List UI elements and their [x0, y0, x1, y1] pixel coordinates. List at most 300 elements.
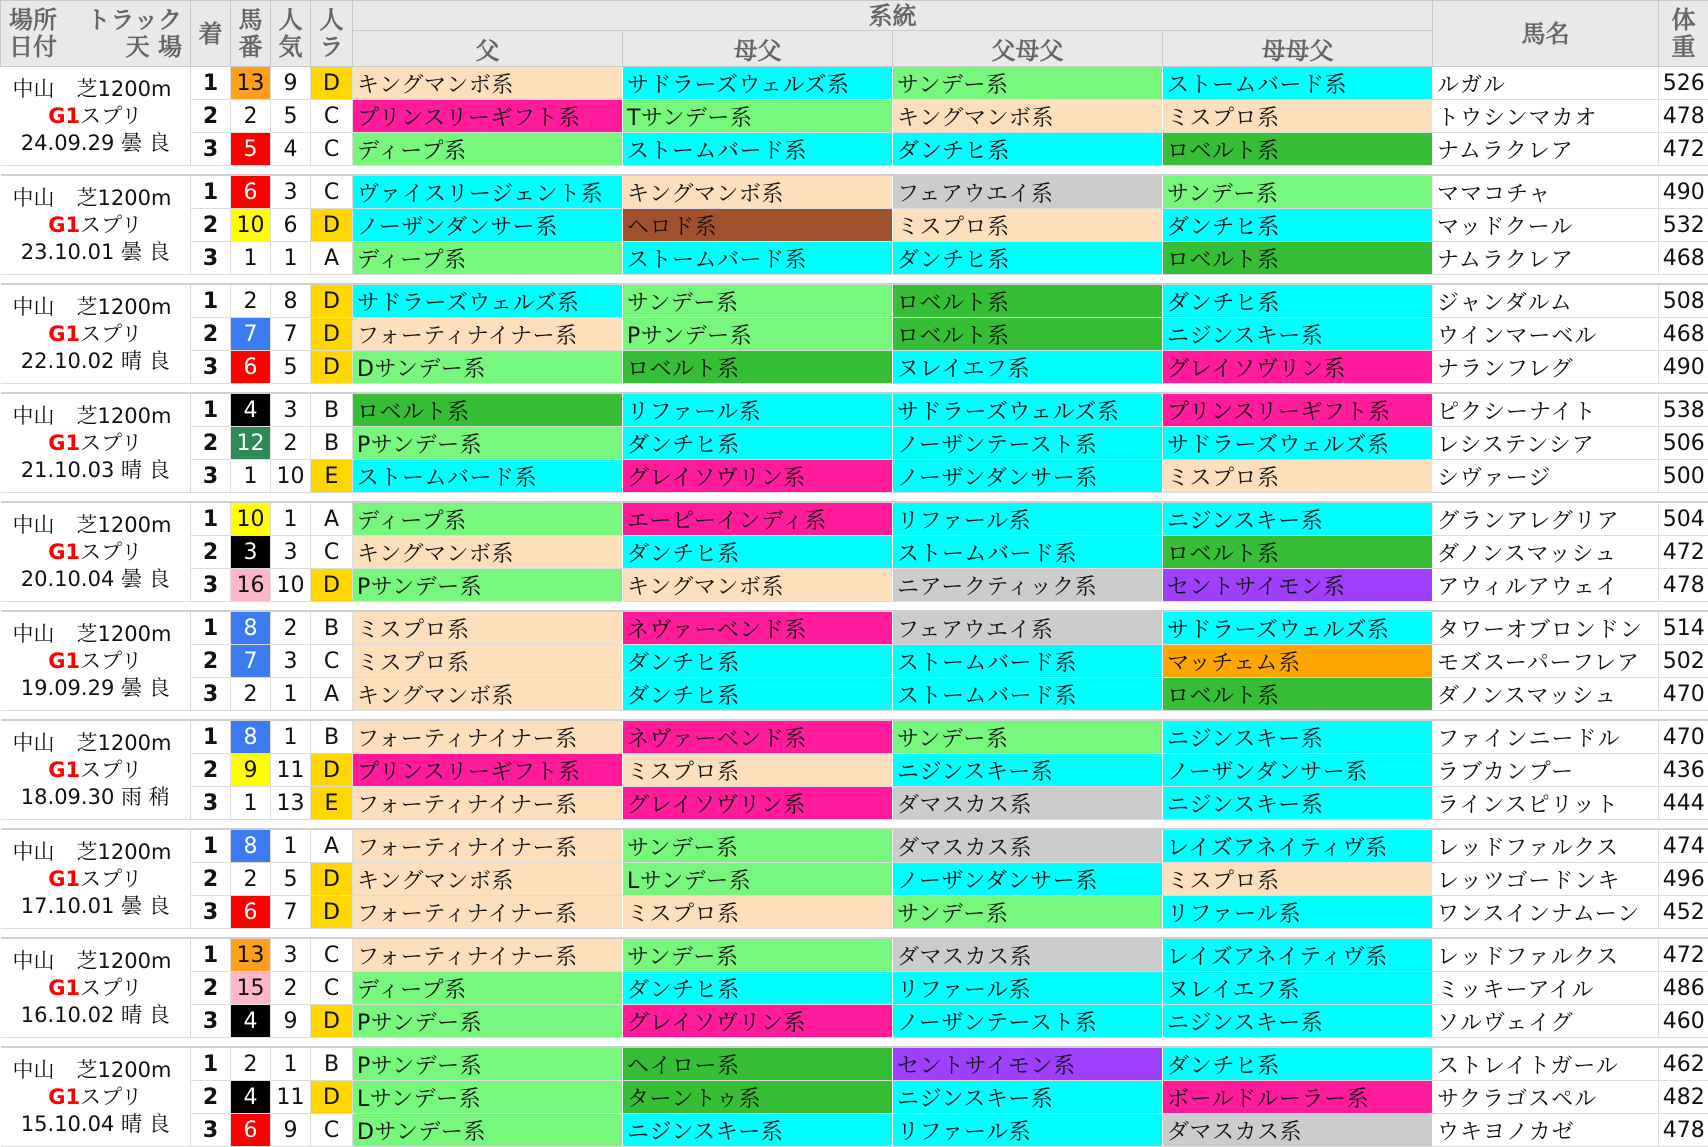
track: 芝1200m [77, 1058, 172, 1082]
venue: 中山 [13, 186, 55, 210]
popularity-rank: D [311, 754, 353, 787]
track: 芝1200m [77, 186, 172, 210]
sire-cell: ノーザンダンサー系 [353, 209, 623, 242]
popularity-rank: A [311, 242, 353, 275]
popularity-rank: E [311, 460, 353, 493]
dam-sire-cell: グレイソヴリン系 [623, 1005, 893, 1038]
table-row [1, 972, 1708, 1005]
dam-sire-cell: ダンチヒ系 [623, 645, 893, 678]
sire-cell: Lサンデー系 [353, 1081, 623, 1114]
dam-sire-cell: サドラーズウェルズ系 [623, 67, 893, 100]
body-weight: 532 [1659, 209, 1708, 242]
sire-cell: Pサンデー系 [353, 569, 623, 602]
venue: 中山 [13, 840, 55, 864]
sire-cell: フォーティナイナー系 [353, 787, 623, 820]
body-weight: 508 [1659, 284, 1708, 318]
gate-number: 5 [231, 133, 271, 166]
body-weight: 468 [1659, 242, 1708, 275]
sire-cell: Pサンデー系 [353, 1047, 623, 1081]
dam-sire-cell: サンデー系 [623, 829, 893, 863]
table-row [1, 678, 1708, 711]
gate-number: 4 [231, 1005, 271, 1038]
table-row [1, 460, 1708, 493]
dam-sire-cell: キングマンボ系 [623, 175, 893, 209]
grade: G1 [48, 1085, 80, 1109]
gate-number: 6 [231, 175, 271, 209]
grade: G1 [48, 867, 80, 891]
table-row [1, 787, 1708, 820]
popularity: 9 [271, 1114, 311, 1147]
dam-dam-sire-cell: ロベルト系 [1163, 678, 1433, 711]
gate-number: 16 [231, 569, 271, 602]
finish-position: 3 [191, 460, 231, 493]
dam-dam-sire-cell: レイズアネイティヴ系 [1163, 829, 1433, 863]
finish-position: 1 [191, 67, 231, 100]
popularity-rank: D [311, 351, 353, 384]
lineage-header: 系統 [353, 1, 1433, 31]
dam-sire-cell: ダンチヒ系 [623, 427, 893, 460]
sire-dam-sire-cell: リファール系 [893, 502, 1163, 536]
dam-dam-sire-cell: プリンスリーギフト系 [1163, 393, 1433, 427]
popularity-rank: A [311, 678, 353, 711]
table-row [1, 242, 1708, 275]
body-weight: 506 [1659, 427, 1708, 460]
sire-cell: フォーティナイナー系 [353, 318, 623, 351]
sire-dam-sire-cell: キングマンボ系 [893, 100, 1163, 133]
body-weight: 472 [1659, 133, 1708, 166]
race-separator [1, 166, 1708, 176]
dam-dam-sire-cell: ミスプロ系 [1163, 100, 1433, 133]
table-row [1, 393, 1708, 427]
dam-sire-cell: ニジンスキー系 [623, 1114, 893, 1147]
gate-number: 6 [231, 351, 271, 384]
gate-number: 8 [231, 829, 271, 863]
dam-dam-sire-cell: サドラーズウェルズ系 [1163, 611, 1433, 645]
horse-name: ストレイトガール [1433, 1047, 1659, 1081]
body-weight: 478 [1659, 100, 1708, 133]
popularity: 3 [271, 175, 311, 209]
race-name: スプリ [80, 213, 142, 237]
body-weight: 452 [1659, 896, 1708, 929]
race-name: スプリ [80, 431, 142, 455]
gate-number: 3 [231, 536, 271, 569]
table-row [1, 318, 1708, 351]
table-row [1, 1114, 1708, 1147]
sire-cell: プリンスリーギフト系 [353, 754, 623, 787]
grade: G1 [48, 104, 80, 128]
horse-name: ウキヨノカゼ [1433, 1114, 1659, 1147]
horse-name: レッドファルクス [1433, 938, 1659, 972]
popularity-rank: D [311, 1005, 353, 1038]
race-separator [1, 602, 1708, 612]
dam-dam-sire-header: 母母父 [1163, 31, 1433, 67]
race-name: スプリ [80, 649, 142, 673]
popularity: 5 [271, 351, 311, 384]
popularity-rank: C [311, 972, 353, 1005]
ground: 良 [149, 676, 170, 700]
popularity-rank: D [311, 318, 353, 351]
sire-dam-sire-cell: リファール系 [893, 1114, 1163, 1147]
finish-position: 2 [191, 972, 231, 1005]
gate-number: 10 [231, 209, 271, 242]
body-weight: 468 [1659, 318, 1708, 351]
popularity-rank: C [311, 100, 353, 133]
sire-cell: Dサンデー系 [353, 351, 623, 384]
popularity-rank: D [311, 209, 353, 242]
sire-dam-sire-cell: ロベルト系 [893, 284, 1163, 318]
horse-name: ダノンスマッシュ [1433, 678, 1659, 711]
finish-position: 3 [191, 351, 231, 384]
finish-position: 3 [191, 678, 231, 711]
body-weight: 526 [1659, 67, 1708, 100]
table-row [1, 896, 1708, 929]
horse-name: ラブカンプー [1433, 754, 1659, 787]
horse-name: ジャンダルム [1433, 284, 1659, 318]
table-row [1, 100, 1708, 133]
popularity: 9 [271, 1005, 311, 1038]
dam-sire-cell: Pサンデー系 [623, 318, 893, 351]
gate-number: 6 [231, 896, 271, 929]
popularity: 2 [271, 427, 311, 460]
horse-name: タワーオブロンドン [1433, 611, 1659, 645]
race-name: スプリ [80, 1085, 142, 1109]
dam-sire-cell: ダンチヒ系 [623, 536, 893, 569]
gate-number: 4 [231, 393, 271, 427]
table-row [1, 569, 1708, 602]
dam-sire-cell: ダンチヒ系 [623, 972, 893, 1005]
finish-position: 3 [191, 1005, 231, 1038]
body-weight: 482 [1659, 1081, 1708, 1114]
dam-sire-cell: ストームバード系 [623, 242, 893, 275]
sire-dam-sire-cell: ロベルト系 [893, 318, 1163, 351]
table-row [1, 351, 1708, 384]
gate-number: 4 [231, 1081, 271, 1114]
weight-header: 体 重 [1659, 1, 1708, 67]
horse-name: ママコチャ [1433, 175, 1659, 209]
sire-cell: キングマンボ系 [353, 863, 623, 896]
sire-dam-sire-cell: ノーザンテースト系 [893, 427, 1163, 460]
gate-number: 8 [231, 720, 271, 754]
race-info [1, 175, 191, 275]
track: 芝1200m [77, 513, 172, 537]
sire-dam-sire-cell: ノーザンダンサー系 [893, 460, 1163, 493]
rank-header: 人 ラ [311, 1, 353, 67]
sire-dam-sire-cell: ストームバード系 [893, 678, 1163, 711]
race-date: 19.09.29 [21, 676, 115, 700]
popularity: 9 [271, 67, 311, 100]
popularity: 6 [271, 209, 311, 242]
horse-name: レシステンシア [1433, 427, 1659, 460]
popularity: 1 [271, 242, 311, 275]
popularity-rank: D [311, 863, 353, 896]
sire-dam-sire-cell: ニジンスキー系 [893, 754, 1163, 787]
horse-name: ダノンスマッシュ [1433, 536, 1659, 569]
gate-number: 2 [231, 678, 271, 711]
grade: G1 [48, 758, 80, 782]
table-row [1, 427, 1708, 460]
race-name: スプリ [80, 867, 142, 891]
venue: 中山 [13, 513, 55, 537]
body-weight: 514 [1659, 611, 1708, 645]
sire-dam-sire-cell: サドラーズウェルズ系 [893, 393, 1163, 427]
popularity: 7 [271, 318, 311, 351]
horse-name: アウィルアウェイ [1433, 569, 1659, 602]
body-weight: 490 [1659, 175, 1708, 209]
weather: 晴 [121, 349, 142, 373]
sire-cell: プリンスリーギフト系 [353, 100, 623, 133]
race-date: 22.10.02 [21, 349, 115, 373]
body-weight: 496 [1659, 863, 1708, 896]
table-row [1, 754, 1708, 787]
dam-dam-sire-cell: セントサイモン系 [1163, 569, 1433, 602]
body-weight: 538 [1659, 393, 1708, 427]
finish-position: 2 [191, 100, 231, 133]
sire-dam-sire-cell: ストームバード系 [893, 645, 1163, 678]
horse-name: トウシンマカオ [1433, 100, 1659, 133]
sire-cell: ヴァイスリージェント系 [353, 175, 623, 209]
venue: 中山 [13, 77, 55, 101]
sire-cell: フォーティナイナー系 [353, 938, 623, 972]
dam-sire-cell: サンデー系 [623, 284, 893, 318]
finish-position: 2 [191, 427, 231, 460]
horse-name: ソルヴェイグ [1433, 1005, 1659, 1038]
race-separator [1, 929, 1708, 939]
race-info [1, 284, 191, 384]
race-info [1, 611, 191, 711]
gate-number: 1 [231, 787, 271, 820]
popularity: 3 [271, 536, 311, 569]
popularity: 1 [271, 678, 311, 711]
popularity: 4 [271, 133, 311, 166]
popularity-rank: A [311, 829, 353, 863]
horse-name: ピクシーナイト [1433, 393, 1659, 427]
dam-dam-sire-cell: ヌレイエフ系 [1163, 972, 1433, 1005]
body-weight: 474 [1659, 829, 1708, 863]
dam-dam-sire-cell: ニジンスキー系 [1163, 787, 1433, 820]
gate-number: 1 [231, 460, 271, 493]
gate-number: 10 [231, 502, 271, 536]
horse-name: ルガル [1433, 67, 1659, 100]
table-row [1, 67, 1708, 100]
dam-sire-cell: キングマンボ系 [623, 569, 893, 602]
race-info [1, 393, 191, 493]
ground: 良 [149, 240, 170, 264]
popularity-rank: C [311, 133, 353, 166]
body-weight: 472 [1659, 938, 1708, 972]
sire-cell: ディープ系 [353, 502, 623, 536]
grade: G1 [48, 649, 80, 673]
body-weight: 486 [1659, 972, 1708, 1005]
sire-cell: ロベルト系 [353, 393, 623, 427]
track: 芝1200m [77, 622, 172, 646]
dam-sire-cell: ストームバード系 [623, 133, 893, 166]
race-date: 15.10.04 [21, 1112, 115, 1136]
race-date: 18.09.30 [21, 785, 115, 809]
body-weight: 436 [1659, 754, 1708, 787]
popularity-rank: A [311, 502, 353, 536]
gate-number: 7 [231, 318, 271, 351]
sire-cell: Pサンデー系 [353, 427, 623, 460]
horse-name: グランアレグリア [1433, 502, 1659, 536]
dam-dam-sire-cell: ロベルト系 [1163, 133, 1433, 166]
dam-dam-sire-cell: ニジンスキー系 [1163, 318, 1433, 351]
sire-dam-sire-header: 父母父 [893, 31, 1163, 67]
track: 芝1200m [77, 731, 172, 755]
sire-cell: ミスプロ系 [353, 645, 623, 678]
venue: 中山 [13, 949, 55, 973]
finish-header: 着 [191, 1, 231, 67]
sire-dam-sire-cell: サンデー系 [893, 896, 1163, 929]
sire-cell: サドラーズウェルズ系 [353, 284, 623, 318]
sire-cell: フォーティナイナー系 [353, 720, 623, 754]
gate-number: 1 [231, 242, 271, 275]
finish-position: 3 [191, 896, 231, 929]
dam-dam-sire-cell: ボールドルーラー系 [1163, 1081, 1433, 1114]
race-info [1, 829, 191, 929]
race-name: スプリ [80, 540, 142, 564]
horse-name: ミッキーアイル [1433, 972, 1659, 1005]
table-row [1, 611, 1708, 645]
ground: 良 [149, 1112, 170, 1136]
table-row [1, 1047, 1708, 1081]
dam-sire-cell: グレイソヴリン系 [623, 787, 893, 820]
ground: 良 [149, 131, 170, 155]
popularity-rank: E [311, 787, 353, 820]
body-weight: 460 [1659, 1005, 1708, 1038]
dam-dam-sire-cell: ダンチヒ系 [1163, 284, 1433, 318]
dam-dam-sire-cell: ミスプロ系 [1163, 460, 1433, 493]
sire-dam-sire-cell: リファール系 [893, 972, 1163, 1005]
dam-sire-cell: ミスプロ系 [623, 754, 893, 787]
popularity: 7 [271, 896, 311, 929]
table-row [1, 645, 1708, 678]
dam-sire-cell: エーピーインディ系 [623, 502, 893, 536]
finish-position: 1 [191, 720, 231, 754]
finish-position: 2 [191, 645, 231, 678]
sire-dam-sire-cell: ダンチヒ系 [893, 242, 1163, 275]
race-name: スプリ [80, 104, 142, 128]
sire-cell: キングマンボ系 [353, 67, 623, 100]
dam-dam-sire-cell: ニジンスキー系 [1163, 720, 1433, 754]
popularity: 5 [271, 100, 311, 133]
venue: 中山 [13, 622, 55, 646]
dam-dam-sire-cell: サドラーズウェルズ系 [1163, 427, 1433, 460]
finish-position: 1 [191, 502, 231, 536]
dam-dam-sire-cell: ストームバード系 [1163, 67, 1433, 100]
popularity: 3 [271, 645, 311, 678]
finish-position: 2 [191, 863, 231, 896]
ground: 良 [149, 1003, 170, 1027]
sire-cell: ディープ系 [353, 972, 623, 1005]
sire-dam-sire-cell: ダンチヒ系 [893, 133, 1163, 166]
gate-number: 2 [231, 100, 271, 133]
body-weight: 470 [1659, 720, 1708, 754]
track: 芝1200m [77, 404, 172, 428]
ground: 良 [149, 458, 170, 482]
horse-name: ナムラクレア [1433, 242, 1659, 275]
venue-date-header [1, 1, 191, 67]
race-separator [1, 275, 1708, 285]
popularity: 3 [271, 938, 311, 972]
sire-dam-sire-cell: ミスプロ系 [893, 209, 1163, 242]
grade: G1 [48, 976, 80, 1000]
venue-label: 場所 [9, 7, 57, 34]
ground: 良 [149, 567, 170, 591]
sire-dam-sire-cell: セントサイモン系 [893, 1047, 1163, 1081]
sire-dam-sire-cell: サンデー系 [893, 720, 1163, 754]
dam-sire-cell: ターントゥ系 [623, 1081, 893, 1114]
finish-position: 1 [191, 611, 231, 645]
sire-cell: Dサンデー系 [353, 1114, 623, 1147]
table-row [1, 938, 1708, 972]
dam-sire-cell: ネヴァーベンド系 [623, 720, 893, 754]
body-weight: 502 [1659, 645, 1708, 678]
gate-number: 13 [231, 67, 271, 100]
track: 芝1200m [77, 840, 172, 864]
popularity-rank: C [311, 175, 353, 209]
sire-cell: フォーティナイナー系 [353, 896, 623, 929]
sire-dam-sire-cell: フェアウエイ系 [893, 175, 1163, 209]
dam-dam-sire-cell: ノーザンダンサー系 [1163, 754, 1433, 787]
finish-position: 2 [191, 754, 231, 787]
dam-sire-cell: リファール系 [623, 393, 893, 427]
ground: 稍 [149, 785, 170, 809]
track: 芝1200m [77, 949, 172, 973]
horse-name: ワンスインナムーン [1433, 896, 1659, 929]
popularity-rank: D [311, 1081, 353, 1114]
sire-dam-sire-cell: ニジンスキー系 [893, 1081, 1163, 1114]
finish-position: 1 [191, 284, 231, 318]
popularity: 5 [271, 863, 311, 896]
venue: 中山 [13, 1058, 55, 1082]
venue: 中山 [13, 404, 55, 428]
weather: 雨 [121, 785, 142, 809]
gate-number: 9 [231, 754, 271, 787]
race-date: 16.10.02 [21, 1003, 115, 1027]
popularity-rank: C [311, 938, 353, 972]
gate-number: 8 [231, 611, 271, 645]
gate-number: 15 [231, 972, 271, 1005]
finish-position: 1 [191, 938, 231, 972]
popularity: 1 [271, 1047, 311, 1081]
sire-cell: キングマンボ系 [353, 678, 623, 711]
table-row [1, 284, 1708, 318]
table-row [1, 829, 1708, 863]
track-label: トラック [86, 7, 182, 34]
finish-position: 3 [191, 242, 231, 275]
sire-dam-sire-cell: ダマスカス系 [893, 787, 1163, 820]
gate-number: 2 [231, 863, 271, 896]
horse-name: ラインスピリット [1433, 787, 1659, 820]
horse-name: シヴァージ [1433, 460, 1659, 493]
date-label: 日付 [9, 34, 57, 61]
sire-cell: ディープ系 [353, 242, 623, 275]
dam-sire-cell: グレイソヴリン系 [623, 460, 893, 493]
horse-name: レッドファルクス [1433, 829, 1659, 863]
table-row [1, 209, 1708, 242]
dam-dam-sire-cell: ダマスカス系 [1163, 1114, 1433, 1147]
race-info [1, 1047, 191, 1147]
table-row [1, 133, 1708, 166]
sire-header: 父 [353, 31, 623, 67]
race-info [1, 502, 191, 602]
dam-sire-cell: ネヴァーベンド系 [623, 611, 893, 645]
popularity-rank: B [311, 393, 353, 427]
gate-number: 7 [231, 645, 271, 678]
popularity: 2 [271, 972, 311, 1005]
race-name: スプリ [80, 976, 142, 1000]
popularity: 1 [271, 720, 311, 754]
